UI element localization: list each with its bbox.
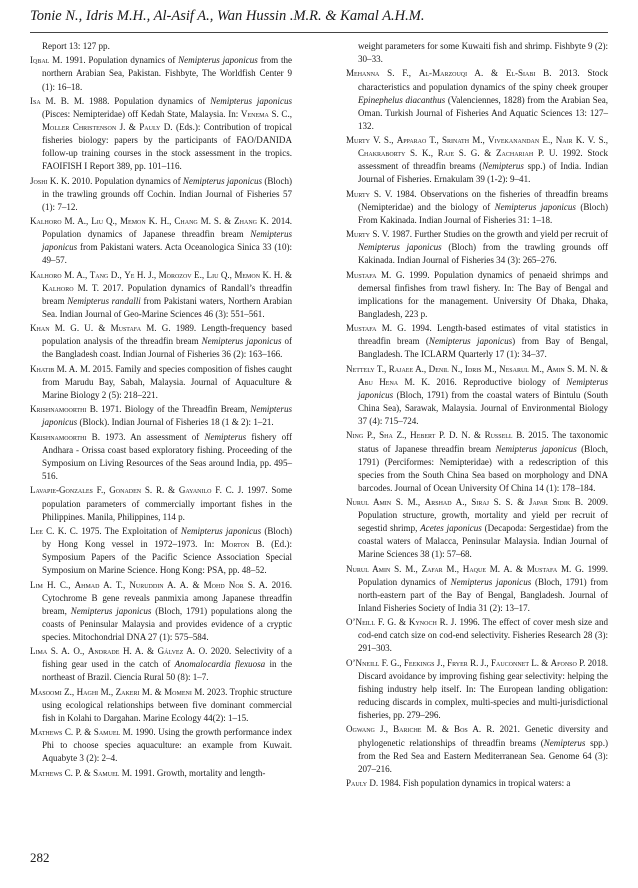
- reference-text: L. &: [528, 657, 551, 668]
- reference-text: (Bloch, 1791) from north-eastern part of the Bay of Bengal, Bangladesh. Journal of Inland Fisheries Society of India 31 (2): 13–17.: [358, 576, 608, 613]
- reference-entry: [30, 645, 292, 684]
- reference-text: D. (Eds.): Contribution of tropical fisheries biology: papers by the participants of FAO/DANIDA follow-up training courses in the stock assessment in the tropics. FAOIFISH I Report 389, pp. 101–116.: [42, 122, 293, 172]
- reference-text: S. K.,: [405, 148, 438, 159]
- reference-entry: [30, 525, 292, 577]
- reference-text: Q.,: [218, 269, 235, 280]
- reference-text: spp.) from the Red Sea and Eastern Mediterranean Sea. Genome 64 (3): 207–216.: [358, 737, 608, 774]
- reference-entry: [30, 54, 292, 93]
- reference-text: M. &: [421, 724, 455, 735]
- author-name: Murty: [346, 229, 371, 240]
- author-name: Vivekanandan: [488, 135, 540, 146]
- author-name: Rajaee: [388, 363, 414, 374]
- reference-text: M. G. 1994. Length-based estimates of vital statistics in threadfin bream (: [358, 323, 608, 347]
- reference-text: V. S.,: [370, 135, 397, 146]
- reference-text: F. G. &: [375, 617, 409, 628]
- page-number: 282: [30, 850, 50, 865]
- reference-text: M.,: [481, 363, 500, 374]
- reference-column-left: [30, 40, 292, 781]
- reference-text: M. 2023. Trophic structure using ecological relationships between five dominant commercial fish in Kolahi to Dargahan. Marine Ecology 44(2): 1–15.: [42, 686, 293, 723]
- author-name: Masoomi: [30, 686, 62, 697]
- author-name: Khan: [30, 323, 50, 334]
- reference-column-right: [346, 40, 608, 791]
- author-name: Haghi: [76, 686, 99, 697]
- author-name: Morozov: [158, 269, 192, 280]
- author-name: Ning: [346, 430, 364, 441]
- reference-text: K. V. S.,: [572, 135, 608, 146]
- author-name: Ogwang: [346, 724, 375, 735]
- author-name: Zachariah: [496, 148, 534, 159]
- author-name: Haque: [462, 563, 486, 574]
- author-name: Gálvez: [157, 646, 184, 657]
- reference-entry: [346, 496, 608, 561]
- species-name: Nemipterus japonicus: [495, 443, 577, 454]
- reference-entry: [346, 269, 608, 321]
- reference-text: S. V. 1987. Further Studies on the growth and yield per recruit of: [370, 229, 608, 240]
- reference-entry: [30, 269, 292, 321]
- reference-text: A. A. &: [163, 579, 204, 590]
- author-name: Mustafa: [346, 323, 377, 334]
- author-name: Nuruddin: [129, 579, 164, 590]
- author-name: Murty: [346, 188, 371, 199]
- reference-entry: [30, 95, 292, 173]
- reference-entry: [30, 431, 292, 483]
- reference-text: A. O. 2020. Selectivity of a fishing gear used in the catch of: [42, 646, 292, 670]
- species-name: Nemipterus japonicus: [42, 404, 292, 428]
- author-name: Lavapie-Gonzales: [30, 485, 93, 496]
- author-name: Lim: [30, 579, 43, 590]
- species-name: Nemipterus japonicus: [201, 336, 282, 347]
- author-name: Lima: [30, 646, 48, 657]
- reference-text: H. C.,: [42, 579, 75, 590]
- reference-text: fishery off Andhara - Orissa coast based exploratory fishing. Proceeding of the Symposium on Living Resources of the Seas around India, pp. 495–516.: [42, 431, 292, 482]
- author-name: Japar Sidik: [528, 497, 571, 508]
- reference-entry: [30, 215, 292, 267]
- author-name: Kynoch: [408, 617, 437, 628]
- author-name: Kalhoro: [30, 269, 62, 280]
- author-name: Arshad: [424, 497, 452, 508]
- species-name: Nemipterus: [543, 737, 586, 748]
- author-name: Nurul Amin: [346, 563, 391, 574]
- reference-text: P. U. 1992. Stock assessment of threadfin breams (: [358, 148, 608, 172]
- reference-text: S. M.,: [390, 563, 422, 574]
- reference-text: F.,: [92, 485, 110, 496]
- reference-text: Z.,: [61, 686, 77, 697]
- reference-text: A. T.,: [99, 579, 130, 590]
- reference-text: K. H.,: [145, 216, 175, 227]
- author-name: Nesarul: [499, 363, 529, 374]
- author-name: Raje: [437, 148, 455, 159]
- reference-text: F. C. J. 1997. Some population parameters of commercially important fishes in the Philippines. Manila, Philippines, 114 p.: [42, 485, 292, 522]
- reference-text: M. 1991. Growth, mortality and length-: [119, 767, 266, 778]
- author-name: Chakraborty: [358, 148, 406, 159]
- author-name: Moller Christenson: [42, 122, 117, 133]
- reference-text: E.,: [191, 269, 207, 280]
- reference-text: (Block). Indian Journal of Fisheries 18 (1 & 2): 1–21.: [77, 417, 274, 428]
- author-name: Venema: [240, 109, 269, 120]
- reference-text: S. M. N. &: [564, 363, 608, 374]
- reference-text: S. A. O.,: [47, 646, 88, 657]
- reference-entry: [30, 767, 292, 780]
- reference-entry: [346, 188, 608, 227]
- author-name: Zafar: [421, 563, 443, 574]
- reference-text: (Valenciennes, 1828) from the Arabian Sea, Oman. Turkish Journal of Fisheries And Aquatic Sciences 13: 127–132.: [358, 94, 608, 131]
- reference-entry: [30, 40, 292, 53]
- reference-text: M. G. 1999. Population dynamics of penaeid shrimps and demersal finfishes from trawl fishery. In: The Bay of Bengal and implications for the management. University Of Dhaka, Dhaka, Bangladesh, 223 p.: [358, 269, 608, 319]
- author-name: Pauly: [139, 122, 161, 133]
- reference-text: B. 2009. Population structure, growth, mortality and yield per recruit of segestid shrimp,: [358, 497, 608, 534]
- reference-text: (Bloch) from the trawling grounds off Kakinada. Indian Journal of Fisheries 34 (3): 265–276.: [358, 242, 609, 266]
- species-name: Acetes japonicus: [420, 523, 482, 534]
- reference-text: spp.) of India. Indian Journal of Fisheries. Ernakulam 39 (1-2): 9–41.: [358, 161, 608, 185]
- author-name: Kalhoro: [42, 282, 74, 293]
- species-name: Nemipterus japonicus: [358, 376, 608, 400]
- reference-text: M. G. 1999. Population dynamics of: [358, 563, 608, 587]
- reference-text: S. A. 2016. Cytochrome B gene reveals panmixia among Japanese threadfin bream,: [42, 579, 292, 616]
- reference-text: from Pakistani waters, Northern Arabian Sea. Indian Journal of Geo-Marine Sciences 46 (3): 551–561.: [42, 295, 292, 319]
- reference-text: (Bloch, 1791) populations along the coasts of Peninsular Malaysia and provides evidence of a cryptic species. Mitochondrial DNA 27 (1): 575–584.: [42, 605, 293, 642]
- reference-text: P.,: [363, 430, 380, 441]
- author-name: Memon: [120, 216, 146, 227]
- reference-text: (Decapoda: Sergestidae) from the coastal waters of Malacca, Peninsular Malaysia. Indian Journal of Marine Sciences 38 (1): 57–68.: [358, 523, 608, 560]
- reference-text: (Bloch) by Hong Kong vessel in 1972–1973. In:: [42, 525, 292, 550]
- reference-text: H. J.,: [134, 269, 159, 280]
- author-name: Ahmad: [74, 579, 100, 590]
- reference-text: B. (Ed.): Symposium Papers of the Pacific Science Association Special Symposium on Marine Science. Hong Kong: PSA, pp. 48–52.: [42, 539, 292, 576]
- reference-entry: [30, 579, 292, 644]
- author-name: Mehanna: [346, 68, 380, 79]
- author-name: Sha: [379, 430, 393, 441]
- reference-text: R. J. 1996. The effect of cover mesh size and cod-end catch size on cod-end selectivity. Fisheries Research 28 (3): 291–303.: [358, 617, 608, 654]
- author-name: Lee: [30, 525, 43, 536]
- reference-text: C. P. &: [62, 767, 94, 778]
- author-name: Bos: [454, 724, 468, 735]
- reference-text: C. K. C. 1975. The Exploitation of: [42, 525, 181, 536]
- reference-entry: [30, 322, 292, 361]
- author-name: Samuel: [93, 767, 120, 778]
- reference-text: from the northern Arabian Sea, Pakistan. Fishbyte, The Worldfish Center 9 (1): 16–18.: [42, 55, 292, 92]
- author-name: Momeni: [164, 686, 192, 697]
- species-name: Epinephelus diacanthus: [358, 94, 446, 105]
- author-name: Memon: [234, 269, 261, 280]
- reference-text: S. C.,: [268, 109, 292, 120]
- author-name: Siraj: [471, 497, 489, 508]
- reference-text: B. 2015. The taxonomic status of Japanese threadfin bream: [358, 430, 608, 454]
- author-name: Liu: [206, 269, 219, 280]
- author-name: Gonaden: [109, 485, 142, 496]
- reference-entry: [346, 429, 608, 494]
- reference-text: M.,: [442, 563, 463, 574]
- species-name: Nemipterus japonicus: [178, 55, 258, 66]
- reference-text: ) from Bay of Bengal, Bangladesh. The ICLARM Quarterly 17 (1): 34–37.: [358, 336, 608, 360]
- author-name: Chang: [174, 216, 198, 227]
- species-name: Nemipterus japonicus: [42, 229, 292, 253]
- reference-text: (Pisces: Nemipteridae) off Kedah State, Malaysia. In:: [42, 109, 241, 120]
- reference-entry: [346, 228, 608, 267]
- reference-text: B. 1973. An assessment of: [86, 431, 205, 442]
- author-name: Andrade: [87, 646, 120, 657]
- author-name: Liu: [91, 216, 104, 227]
- reference-text: B. 2013. Stock characteristics and population dynamics of the spiny cheek grouper: [358, 68, 608, 92]
- author-name: Krishnamoorthi: [30, 404, 87, 415]
- reference-text: in the northeast of Brazil. Ciencia Rural 50 (8): 1–7.: [42, 659, 292, 683]
- reference-text: C. P. &: [62, 727, 94, 738]
- header-rule: [30, 32, 608, 33]
- reference-text: (Bloch, 1791) (Perciformes: Nemipteridae) with a redescription of this species from the South China Sea based on morphology and DNA barcodes. Journal of Ocean University Of China 14 (1): 178–184.: [358, 443, 608, 493]
- reference-text: M. A.,: [61, 216, 92, 227]
- author-name: Nettely: [346, 363, 375, 374]
- author-name: O’Nneill: [346, 657, 380, 668]
- reference-text: M. K. 2016. Reproductive biology of: [398, 376, 567, 387]
- author-name: Krishnamoorthi: [30, 431, 87, 442]
- reference-text: A.,: [451, 497, 472, 508]
- author-name: Samuel: [93, 727, 121, 738]
- author-name: Fauconnet: [490, 657, 529, 668]
- species-name: Nemipterus randalli: [67, 295, 141, 306]
- reference-entry: [346, 40, 608, 66]
- reference-text: M. G. U. &: [49, 323, 111, 334]
- reference-entry: [346, 322, 608, 361]
- reference-entry: [30, 484, 292, 523]
- reference-entry: [30, 686, 292, 725]
- reference-text: M. 1990. Using the growth performance index Phi to choose species aquaculture: an example from Kuwait. Aquabyte 3 (2): 2–4.: [42, 727, 292, 764]
- author-name: Bariche: [393, 724, 422, 735]
- reference-entry: [346, 777, 608, 790]
- author-name: Tang: [89, 269, 109, 280]
- author-name: Nurul Amin: [346, 497, 392, 508]
- author-name: Denil: [428, 363, 449, 374]
- author-name: Murty: [346, 135, 371, 146]
- reference-text: M. A. &: [485, 563, 527, 574]
- reference-text: M. T. 2017. Population dynamics of Randall’s threadfin bream: [42, 282, 292, 306]
- reference-text: N.,: [448, 363, 465, 374]
- reference-text: S. V. 1984. Observations on the fisheries of threadfin breams (Nemipteridae) and the biology of: [358, 188, 608, 212]
- author-name: Srinath: [442, 135, 470, 146]
- author-name: Fryer: [447, 657, 468, 668]
- reference-text: S. M.,: [391, 497, 425, 508]
- author-name: Iqbal: [30, 55, 50, 66]
- author-name: Morton: [221, 539, 250, 550]
- reference-text: J.,: [374, 724, 394, 735]
- author-name: Pauly: [346, 778, 368, 789]
- reference-entry: [30, 175, 292, 214]
- species-name: Nemipterus japonicus: [494, 201, 576, 212]
- reference-text: R. J.,: [467, 657, 491, 668]
- reference-text: K. K. 2010. Population dynamics of: [47, 175, 183, 186]
- author-name: Mustafa: [526, 563, 558, 574]
- reference-text: weight parameters for some Kuwaiti fish and shrimp. Fishbyte 9 (2): 30–33.: [358, 41, 608, 65]
- species-name: Nemipterus japonicus: [182, 175, 263, 186]
- reference-text: A. &: [467, 68, 506, 79]
- reference-text: S. F.,: [379, 68, 419, 79]
- author-name: Nair: [555, 135, 573, 146]
- author-name: Isa: [30, 95, 41, 106]
- reference-entry: [346, 67, 608, 132]
- reference-text: P. 2018. Discard avoidance by improving fishing gear selectivity: helping the fishing industry help itself. In: The European landing obligation: reducing discards in complex, multi-species and multi-jurisdictional fisheries, pp. 279–296.: [358, 657, 608, 721]
- species-name: Anomalocardia flexuosa: [174, 659, 266, 670]
- author-name: Mustafa: [110, 323, 142, 334]
- reference-text: B. 1971. Biology of the Threadfin Bream,: [86, 404, 251, 415]
- reference-text: (Bloch) From Kakinada. Indian Journal of Fisheries 31: 1–18.: [358, 201, 608, 225]
- reference-entry: [346, 723, 608, 775]
- species-name: Nemipterus: [204, 431, 247, 442]
- reference-text: F. G.,: [379, 657, 404, 668]
- author-name: Abu Hena: [358, 376, 399, 387]
- author-name: Zakeri: [115, 686, 140, 697]
- reference-text: from Pakistani waters. Acta Oceanologica Sinica 33 (10): 49–57.: [42, 242, 292, 266]
- reference-text: J. &: [116, 122, 140, 133]
- author-name: Al-Marzouqi: [418, 68, 468, 79]
- reference-entry: [346, 657, 608, 722]
- reference-text: H. A. &: [119, 646, 158, 657]
- species-name: Nemipterus japonicus: [428, 336, 513, 347]
- author-name: Zhang: [234, 216, 257, 227]
- author-name: Hebert: [410, 430, 436, 441]
- reference-text: D.,: [108, 269, 125, 280]
- reference-text: M. G. 1989. Length-frequency based population analysis of the threadfin bream: [42, 323, 292, 347]
- author-name: O’Neill: [346, 617, 376, 628]
- species-name: Nemipterus japonicus: [210, 95, 293, 106]
- reference-entry: [346, 134, 608, 186]
- reference-text: K. 2014. Population dynamics of Japanese threadfin bream: [42, 216, 292, 240]
- author-name: Mohd Nor: [203, 579, 244, 590]
- author-name: Gayanilo: [178, 485, 212, 496]
- author-name: Mathews: [30, 727, 63, 738]
- author-name: Amin: [546, 363, 565, 374]
- author-name: Joshi: [30, 175, 48, 186]
- author-name: Afonso: [550, 657, 577, 668]
- author-name: Ye: [124, 269, 135, 280]
- reference-entry: [30, 726, 292, 765]
- reference-text: Z.,: [392, 430, 411, 441]
- species-name: Nemipterus japonicus: [450, 576, 532, 587]
- species-name: Nemipterus japonicus: [70, 605, 152, 616]
- reference-text: S. G. &: [454, 148, 496, 159]
- reference-text: T.,: [426, 135, 442, 146]
- reference-text: D. 1984. Fish population dynamics in tropical waters: a: [367, 778, 571, 789]
- reference-entry: [30, 403, 292, 429]
- species-name: Nemipterus japonicus: [358, 242, 442, 253]
- reference-text: M.,: [98, 686, 116, 697]
- reference-text: E.,: [539, 135, 556, 146]
- author-name: Mustafa: [346, 269, 377, 280]
- reference-text: A. R. 2021. Genetic diversity and phylogenetic relationships of threadfin breams (: [358, 724, 608, 748]
- author-name: Apparao: [396, 135, 427, 146]
- reference-text: J.,: [434, 657, 448, 668]
- reference-text: of the Bangladesh coast. Indian Journal of Fisheries 36 (2): 163–166.: [42, 336, 293, 360]
- reference-text: M.,: [469, 135, 489, 146]
- reference-entry: [346, 363, 608, 428]
- author-name: Idris: [464, 363, 482, 374]
- reference-text: M. S. &: [197, 216, 235, 227]
- species-name: Nemipterus japonicus: [180, 525, 262, 536]
- reference-text: M.,: [528, 363, 547, 374]
- author-name: Russell: [484, 430, 513, 441]
- reference-text: Report 13: 127 pp.: [42, 41, 110, 51]
- reference-text: (Bloch) in the trawling grounds off Cochin. Indian Journal of Fisheries 57 (1): 7–12.: [42, 175, 292, 212]
- reference-text: M. 1991. Population dynamics of: [49, 55, 179, 66]
- author-name: Mathews: [30, 767, 63, 778]
- reference-text: M. A. M. 2015. Family and species composition of fishes caught from Marudu Bay, Sabah, Malaysia. Journal of Aquaculture & Marine Biology 2 (5): 218–221.: [42, 363, 292, 400]
- reference-text: S. S. &: [489, 497, 529, 508]
- author-name: El-Siabi: [505, 68, 536, 79]
- reference-entry: [30, 363, 292, 402]
- reference-text: M. A.,: [61, 269, 90, 280]
- reference-text: A.,: [413, 363, 429, 374]
- reference-text: S. R. &: [141, 485, 179, 496]
- reference-entry: [346, 616, 608, 655]
- reference-text: (Bloch, 1791) from the coastal waters of Bintulu (South China Sea), Sarawak, Malaysia. Journal of Environmental Biology 37 (4): 715–724.: [358, 389, 608, 427]
- reference-text: T.,: [374, 363, 389, 374]
- reference-text: K. H. &: [260, 269, 292, 280]
- reference-entry: [346, 563, 608, 615]
- reference-text: P. D. N. &: [435, 430, 485, 441]
- author-name: Khatib: [30, 363, 55, 374]
- author-name: Feekings: [403, 657, 435, 668]
- reference-text: Q.,: [103, 216, 120, 227]
- reference-text: M. B. M. 1988. Population dynamics of: [40, 95, 211, 106]
- author-name: Kalhoro: [30, 216, 62, 227]
- running-header: Tonie N., Idris M.H., Al-Asif A., Wan Hussin .M.R. & Kamal A.H.M.: [30, 8, 425, 24]
- reference-text: M. &: [139, 686, 165, 697]
- species-name: Nemipterus: [482, 161, 524, 172]
